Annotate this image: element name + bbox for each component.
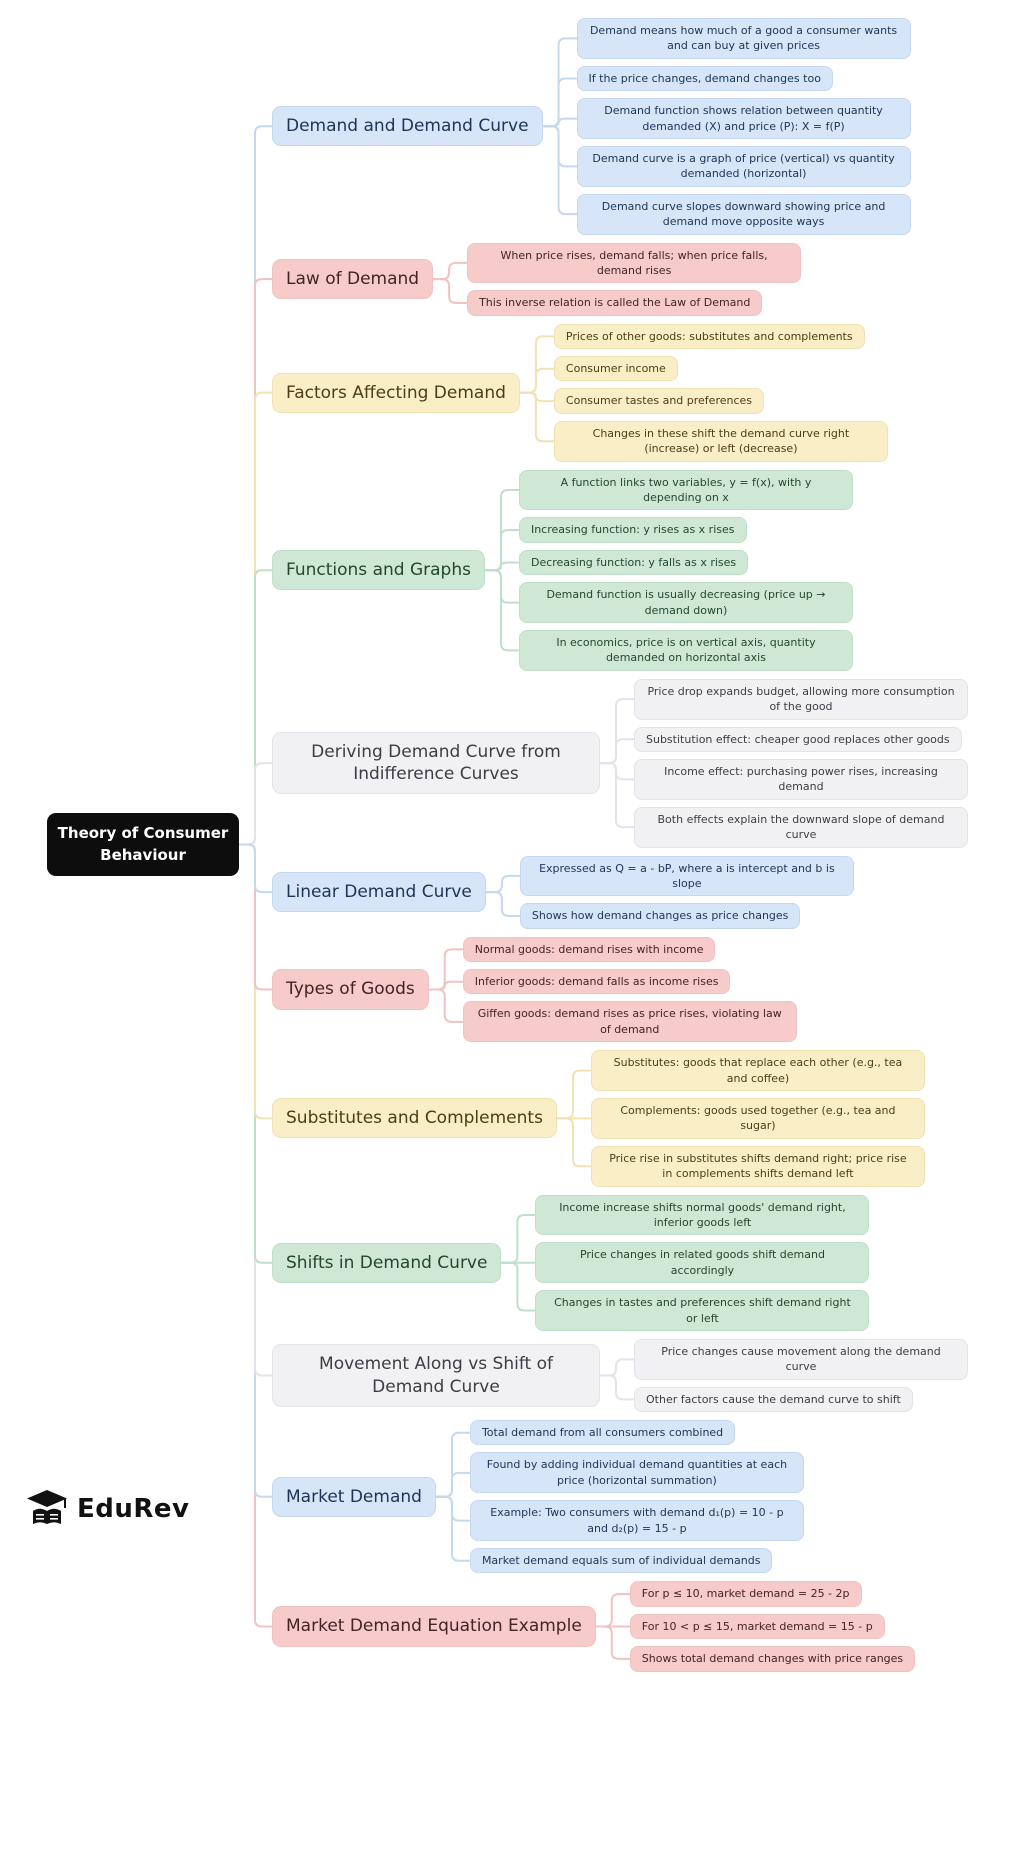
leaf-node: Price changes cause movement along the demand curve — [634, 1339, 968, 1380]
branch-functions-and-graphs — [272, 470, 968, 671]
branch-types-of-goods — [272, 937, 968, 1043]
branch-deriving-demand-curve-from-indifference-curves — [272, 679, 968, 848]
leaf-node: Shows how demand changes as price changes — [520, 903, 801, 928]
leaf-node: Substitutes: goods that replace each other (e.g., tea and coffee) — [591, 1050, 925, 1091]
branch-market-demand — [272, 1420, 968, 1573]
leaf-node: Shows total demand changes with price ranges — [630, 1646, 915, 1671]
branch-label: Market Demand Equation Example — [272, 1606, 596, 1646]
branch-children — [634, 679, 968, 848]
leaf-node: Price rise in substitutes shifts demand right; price rise in complements shifts demand left — [591, 1146, 925, 1187]
leaf-node: Demand function is usually decreasing (price up → demand down) — [519, 582, 853, 623]
branch-label: Linear Demand Curve — [272, 872, 486, 912]
edurev-logo-text: EduRev — [77, 1494, 190, 1524]
leaf-node: Demand curve slopes downward showing price and demand move opposite ways — [577, 194, 911, 235]
branch-movement-along-vs-shift-of-demand-curve — [272, 1339, 968, 1412]
leaf-node: Expressed as Q = a - bP, where a is intercept and b is slope — [520, 856, 854, 897]
branch-law-of-demand — [272, 243, 968, 316]
leaf-node: Consumer tastes and preferences — [554, 388, 764, 413]
leaf-node: Complements: goods used together (e.g., tea and sugar) — [591, 1098, 925, 1139]
branch-label: Demand and Demand Curve — [272, 106, 543, 146]
branch-children — [554, 324, 888, 462]
leaf-node: Inferior goods: demand falls as income rises — [463, 969, 731, 994]
leaf-node: Increasing function: y rises as x rises — [519, 517, 747, 542]
branch-label: Law of Demand — [272, 259, 433, 299]
branch-label: Movement Along vs Shift of Demand Curve — [272, 1344, 600, 1406]
leaf-node: Found by adding individual demand quantities at each price (horizontal summation) — [470, 1452, 804, 1493]
leaf-node: For p ≤ 10, market demand = 25 - 2p — [630, 1581, 862, 1606]
branch-label: Functions and Graphs — [272, 550, 485, 590]
branch-linear-demand-curve — [272, 856, 968, 929]
branch-children — [467, 243, 801, 316]
leaf-node: In economics, price is on vertical axis, quantity demanded on horizontal axis — [519, 630, 853, 671]
leaf-node: Prices of other goods: substitutes and complements — [554, 324, 865, 349]
edurev-logo-icon — [26, 1489, 68, 1529]
branch-factors-affecting-demand — [272, 324, 968, 462]
leaf-node: Changes in tastes and preferences shift demand right or left — [535, 1290, 869, 1331]
branch-label: Factors Affecting Demand — [272, 373, 520, 413]
leaf-node: This inverse relation is called the Law of Demand — [467, 290, 762, 315]
branch-children — [535, 1195, 869, 1331]
branch-label: Types of Goods — [272, 969, 429, 1009]
leaf-node: Demand function shows relation between quantity demanded (X) and price (P): X = f(P) — [577, 98, 911, 139]
branch-children — [463, 937, 797, 1043]
leaf-node: Income increase shifts normal goods' demand right, inferior goods left — [535, 1195, 869, 1236]
branch-children — [630, 1581, 915, 1671]
branch-market-demand-equation-example — [272, 1581, 968, 1671]
leaf-node: Substitution effect: cheaper good replaces other goods — [634, 727, 962, 752]
leaf-node: Normal goods: demand rises with income — [463, 937, 716, 962]
leaf-node: Consumer income — [554, 356, 678, 381]
leaf-node: Demand means how much of a good a consumer wants and can buy at given prices — [577, 18, 911, 59]
leaf-node: Decreasing function: y falls as x rises — [519, 550, 748, 575]
mindmap-tree — [272, 18, 968, 1672]
branch-children — [634, 1339, 968, 1412]
leaf-node: When price rises, demand falls; when price falls, demand rises — [467, 243, 801, 284]
branch-children — [591, 1050, 925, 1186]
leaf-node: If the price changes, demand changes too — [577, 66, 833, 91]
leaf-node: A function links two variables, y = f(x), with y depending on x — [519, 470, 853, 511]
leaf-node: Both effects explain the downward slope of demand curve — [634, 807, 968, 848]
leaf-node: Income effect: purchasing power rises, increasing demand — [634, 759, 968, 800]
branch-substitutes-and-complements — [272, 1050, 968, 1186]
leaf-node: For 10 < p ≤ 15, market demand = 15 - p — [630, 1614, 885, 1639]
leaf-node: Giffen goods: demand rises as price rises, violating law of demand — [463, 1001, 797, 1042]
leaf-node: Example: Two consumers with demand d₁(p) = 10 - p and d₂(p) = 15 - p — [470, 1500, 804, 1541]
branch-label: Market Demand — [272, 1477, 436, 1517]
branch-children — [519, 470, 853, 671]
leaf-node: Other factors cause the demand curve to shift — [634, 1387, 913, 1412]
edurev-logo — [26, 1489, 189, 1529]
branch-children — [577, 18, 911, 235]
branch-label: Deriving Demand Curve from Indifference Curves — [272, 732, 600, 794]
branch-children — [520, 856, 854, 929]
leaf-node: Changes in these shift the demand curve right (increase) or left (decrease) — [554, 421, 888, 462]
branch-label: Substitutes and Complements — [272, 1098, 557, 1138]
leaf-node: Price changes in related goods shift demand accordingly — [535, 1242, 869, 1283]
branch-children — [470, 1420, 804, 1573]
branch-demand-and-demand-curve — [272, 18, 968, 235]
leaf-node: Demand curve is a graph of price (vertical) vs quantity demanded (horizontal) — [577, 146, 911, 187]
leaf-node: Price drop expands budget, allowing more consumption of the good — [634, 679, 968, 720]
branch-label: Shifts in Demand Curve — [272, 1243, 501, 1283]
leaf-node: Total demand from all consumers combined — [470, 1420, 735, 1445]
leaf-node: Market demand equals sum of individual demands — [470, 1548, 773, 1573]
branch-shifts-in-demand-curve — [272, 1195, 968, 1331]
root-node: Theory of Consumer Behaviour — [47, 813, 239, 877]
